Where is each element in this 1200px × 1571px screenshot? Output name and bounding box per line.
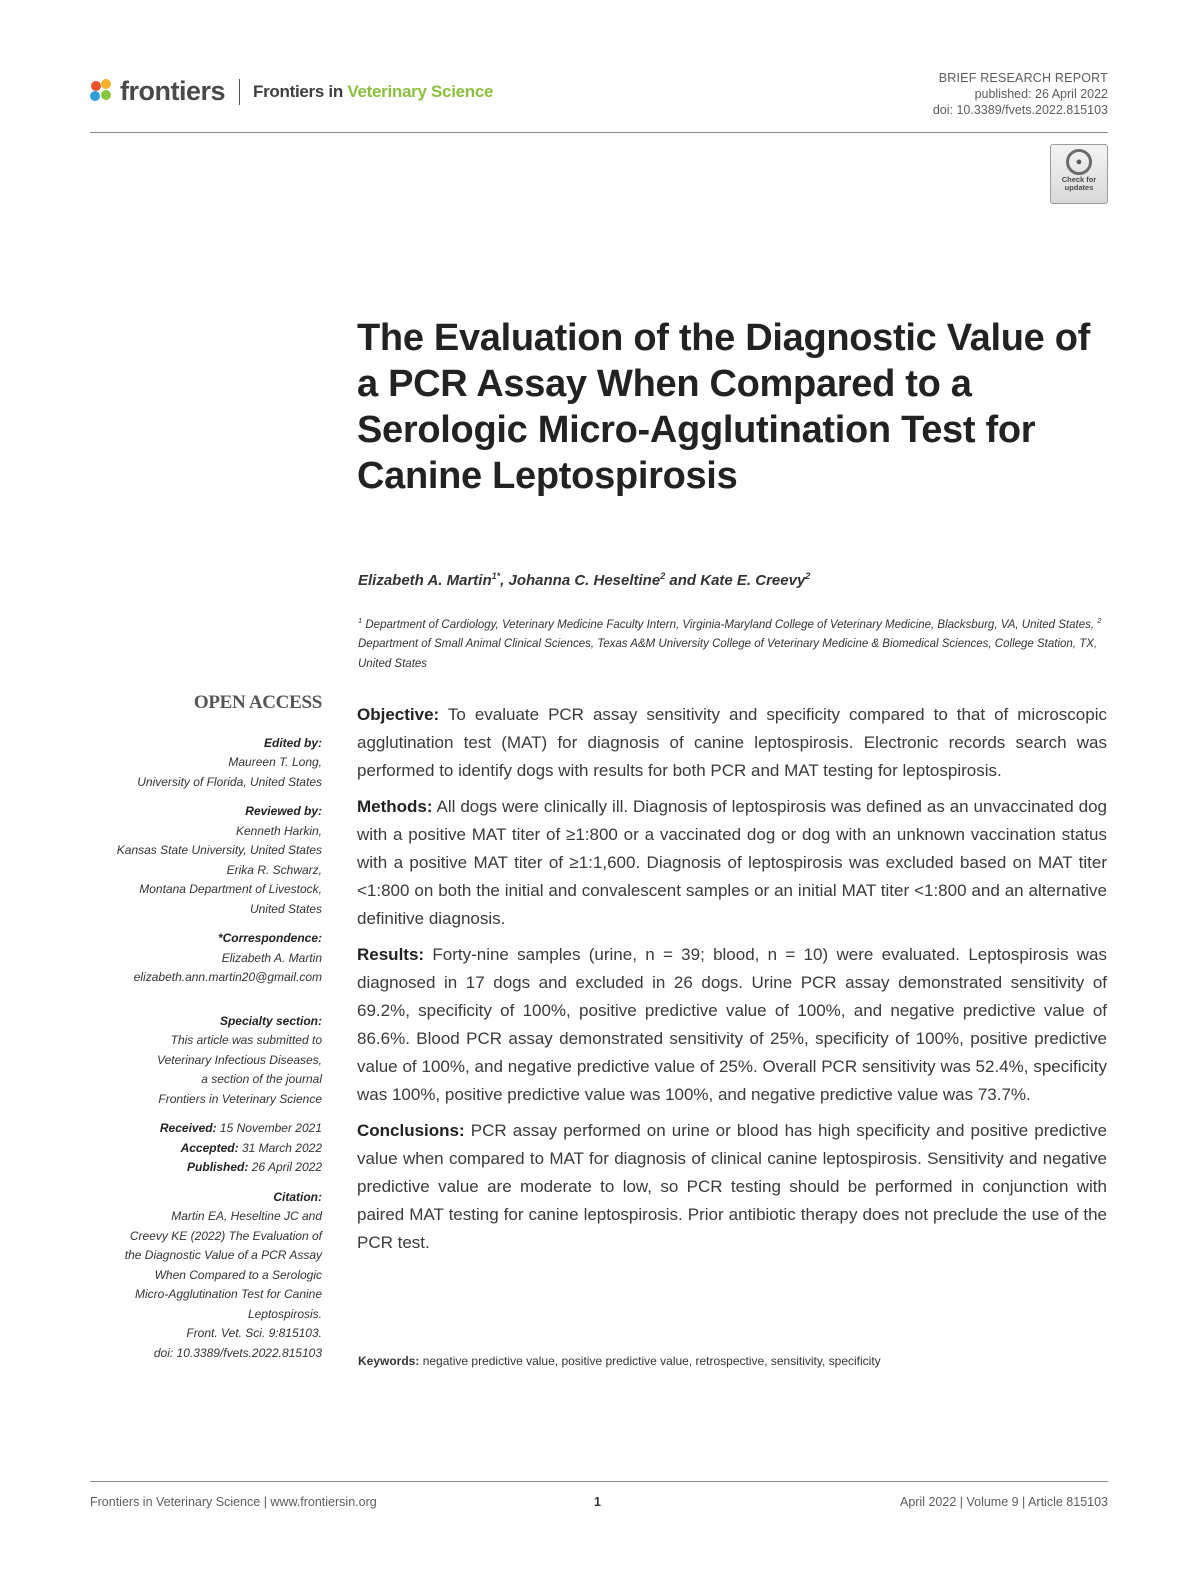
frontiers-logo-icon bbox=[90, 79, 114, 105]
citation-line: Micro-Agglutination Test for Canine bbox=[135, 1287, 322, 1301]
logo-divider bbox=[239, 79, 240, 105]
published-label: Published: bbox=[187, 1160, 249, 1174]
page-header bbox=[90, 70, 1108, 133]
accepted-value: 31 March 2022 bbox=[238, 1140, 322, 1155]
check-for-updates-badge[interactable] bbox=[1050, 144, 1108, 204]
abstract bbox=[357, 701, 1107, 1265]
citation-label: Citation: bbox=[273, 1189, 322, 1204]
correspondence-name: Elizabeth A. Martin bbox=[221, 950, 322, 965]
keywords-label: Keywords: bbox=[358, 1354, 420, 1368]
doi-link[interactable]: doi: 10.3389/fvets.2022.815103 bbox=[932, 103, 1108, 117]
reviewer-line: United States bbox=[249, 901, 322, 916]
open-access-label: OPEN ACCESS bbox=[193, 692, 322, 713]
check-for-updates-label: Check for updates bbox=[1061, 175, 1097, 192]
reviewer-line: Kansas State University, United States bbox=[116, 843, 322, 857]
logo-wordmark: frontiers bbox=[120, 76, 226, 106]
editor-name: Maureen T. Long, bbox=[228, 755, 322, 769]
author-name[interactable]: Johanna C. Heseltine bbox=[508, 572, 661, 589]
affiliation-marker: 2 bbox=[1097, 616, 1102, 625]
author-affiliation-marker: 2 bbox=[660, 571, 666, 581]
article-title: The Evaluation of the Diagnostic Value of a PCR Assay When Compared to a Serologic Micro-Agglutination Test for Canine Leptospirosis bbox=[357, 317, 1091, 497]
citation-line: When Compared to a Serologic bbox=[154, 1267, 322, 1282]
journal-highlight: Veterinary Science bbox=[347, 81, 494, 101]
abstract-methods bbox=[357, 793, 1107, 933]
footer-issue-info: April 2022 | Volume 9 | Article 815103 bbox=[899, 1495, 1108, 1509]
author-name[interactable]: Elizabeth A. Martin bbox=[358, 572, 492, 589]
article-info-sidebar bbox=[80, 693, 322, 1363]
edited-by-label: Edited by: bbox=[263, 735, 322, 750]
objective-text: To evaluate PCR assay sensitivity and specificity compared to that of microscopic agglutination test (MAT) for diagnosis of canine leptospirosis. Electronic records search was performed to identify dogs with results for both PCR and MAT testing for leptospirosis. bbox=[357, 705, 1107, 780]
abstract-objective bbox=[357, 701, 1107, 785]
affiliation-text: Department of Cardiology, Veterinary Medicine Faculty Intern, Virginia-Maryland College of Veterinary Medicine, Blacksburg, VA, United States, bbox=[362, 618, 1098, 631]
conclusions-label: Conclusions: bbox=[357, 1121, 465, 1140]
correspondence-label: *Correspondence: bbox=[217, 931, 322, 945]
specialty-section-label: Specialty section: bbox=[219, 1013, 322, 1028]
received-value: 15 November 2021 bbox=[216, 1121, 322, 1135]
specialty-line: Frontiers in Veterinary Science bbox=[158, 1091, 322, 1106]
published-value: 26 April 2022 bbox=[248, 1160, 322, 1174]
journal-prefix: Frontiers in bbox=[253, 81, 348, 101]
received-label: Received: bbox=[159, 1121, 217, 1135]
citation-line: Front. Vet. Sci. 9:815103. bbox=[186, 1326, 322, 1340]
methods-label: Methods: bbox=[357, 797, 433, 816]
page-footer bbox=[90, 1481, 1108, 1522]
affiliations bbox=[358, 611, 1108, 674]
citation-doi[interactable]: doi: 10.3389/fvets.2022.815103 bbox=[153, 1345, 322, 1360]
methods-text: All dogs were clinically ill. Diagnosis of leptospirosis was defined as an unvaccinated dog with a positive MAT titer of ≥1:800 or a vaccinated dog or dog with an unknown vaccination status with a positive MAT titer of ≥1:1,600. Diagnosis of leptospirosis was excluded based on MAT titer <1:800 on both the initial and convalescent samples or an initial MAT titer <1:800 and an alternative definitive diagnosis. bbox=[357, 797, 1107, 928]
specialty-line: This article was submitted to bbox=[170, 1033, 322, 1047]
reviewed-by-label: Reviewed by: bbox=[245, 804, 322, 818]
correspondence-email[interactable]: elizabeth.ann.martin20@gmail.com bbox=[133, 970, 322, 984]
reviewer-line: Montana Department of Livestock, bbox=[139, 882, 322, 896]
accepted-date bbox=[80, 1139, 322, 1159]
citation-line: the Diagnostic Value of a PCR Assay bbox=[124, 1248, 322, 1262]
accepted-label: Accepted: bbox=[180, 1140, 239, 1155]
citation-line: Creevy KE (2022) The Evaluation of bbox=[129, 1228, 322, 1243]
citation-line: Martin EA, Heseltine JC and bbox=[171, 1209, 322, 1223]
abstract-conclusions bbox=[357, 1117, 1107, 1257]
results-label: Results: bbox=[357, 945, 425, 964]
citation-line: Leptospirosis. bbox=[247, 1306, 322, 1321]
author-list bbox=[358, 571, 810, 589]
reviewer-line: Kenneth Harkin, bbox=[235, 823, 322, 838]
author-name[interactable]: Kate E. Creevy bbox=[700, 572, 806, 589]
keywords bbox=[358, 1354, 881, 1368]
affiliation-text: Department of Small Animal Clinical Sciences, Texas A&M University College of Veterinary Medicine & Biomedical Sciences, College Station, TX, United States bbox=[358, 638, 1098, 670]
conclusions-text: PCR assay performed on urine or blood has high specificity and positive predictive value when compared to MAT for diagnosis of clinical canine leptospirosis. Sensitivity and negative predictive value are moderate to low, so PCR testing should be performed in conjunction with paired MAT testing for canine leptospirosis. Prior antibiotic therapy does not preclude the use of the PCR test. bbox=[357, 1121, 1107, 1252]
author-affiliation-marker: 1* bbox=[491, 571, 501, 581]
objective-label: Objective: bbox=[357, 705, 440, 724]
bookmark-icon: ● bbox=[1066, 149, 1092, 175]
affiliation-marker: 1 bbox=[358, 616, 363, 625]
published-date-sidebar bbox=[80, 1158, 322, 1178]
specialty-line: a section of the journal bbox=[201, 1072, 322, 1086]
page-number: 1 bbox=[594, 1495, 601, 1509]
footer-journal-link[interactable]: Frontiers in Veterinary Science | www.frontiersin.org bbox=[90, 1495, 377, 1509]
results-text: Forty-nine samples (urine, n = 39; blood, n = 10) were evaluated. Leptospirosis was diagnosed in 17 dogs and excluded in 26 dogs. Urine PCR assay demonstrated sensitivity of 69.2%, specificity of 100%, positive predictive value of 100%, and negative predictive value of 86.6%. Blood PCR assay demonstrated sensitivity of 25%, specificity of 100%, positive predictive value of 100%, and negative predictive value of 25%. Overall PCR sensitivity was 52.4%, specificity was 100%, positive predictive value was 100%, and negative predictive value was 73.7%. bbox=[357, 945, 1107, 1104]
specialty-line: Veterinary Infectious Diseases, bbox=[157, 1052, 322, 1067]
frontiers-logo[interactable] bbox=[90, 76, 493, 107]
author-separator: , bbox=[500, 572, 509, 589]
published-date: published: 26 April 2022 bbox=[974, 87, 1108, 101]
author-separator: and bbox=[665, 572, 701, 589]
received-date bbox=[80, 1119, 322, 1139]
author-affiliation-marker: 2 bbox=[805, 571, 811, 581]
article-type: BRIEF RESEARCH REPORT bbox=[938, 71, 1108, 85]
keywords-text: negative predictive value, positive predictive value, retrospective, sensitivity, specificity bbox=[419, 1354, 881, 1368]
abstract-results bbox=[357, 941, 1107, 1109]
editor-affiliation: University of Florida, United States bbox=[137, 774, 322, 789]
article-meta bbox=[933, 70, 1108, 118]
journal-name[interactable] bbox=[253, 82, 493, 102]
reviewer-line: Erika R. Schwarz, bbox=[226, 862, 322, 877]
